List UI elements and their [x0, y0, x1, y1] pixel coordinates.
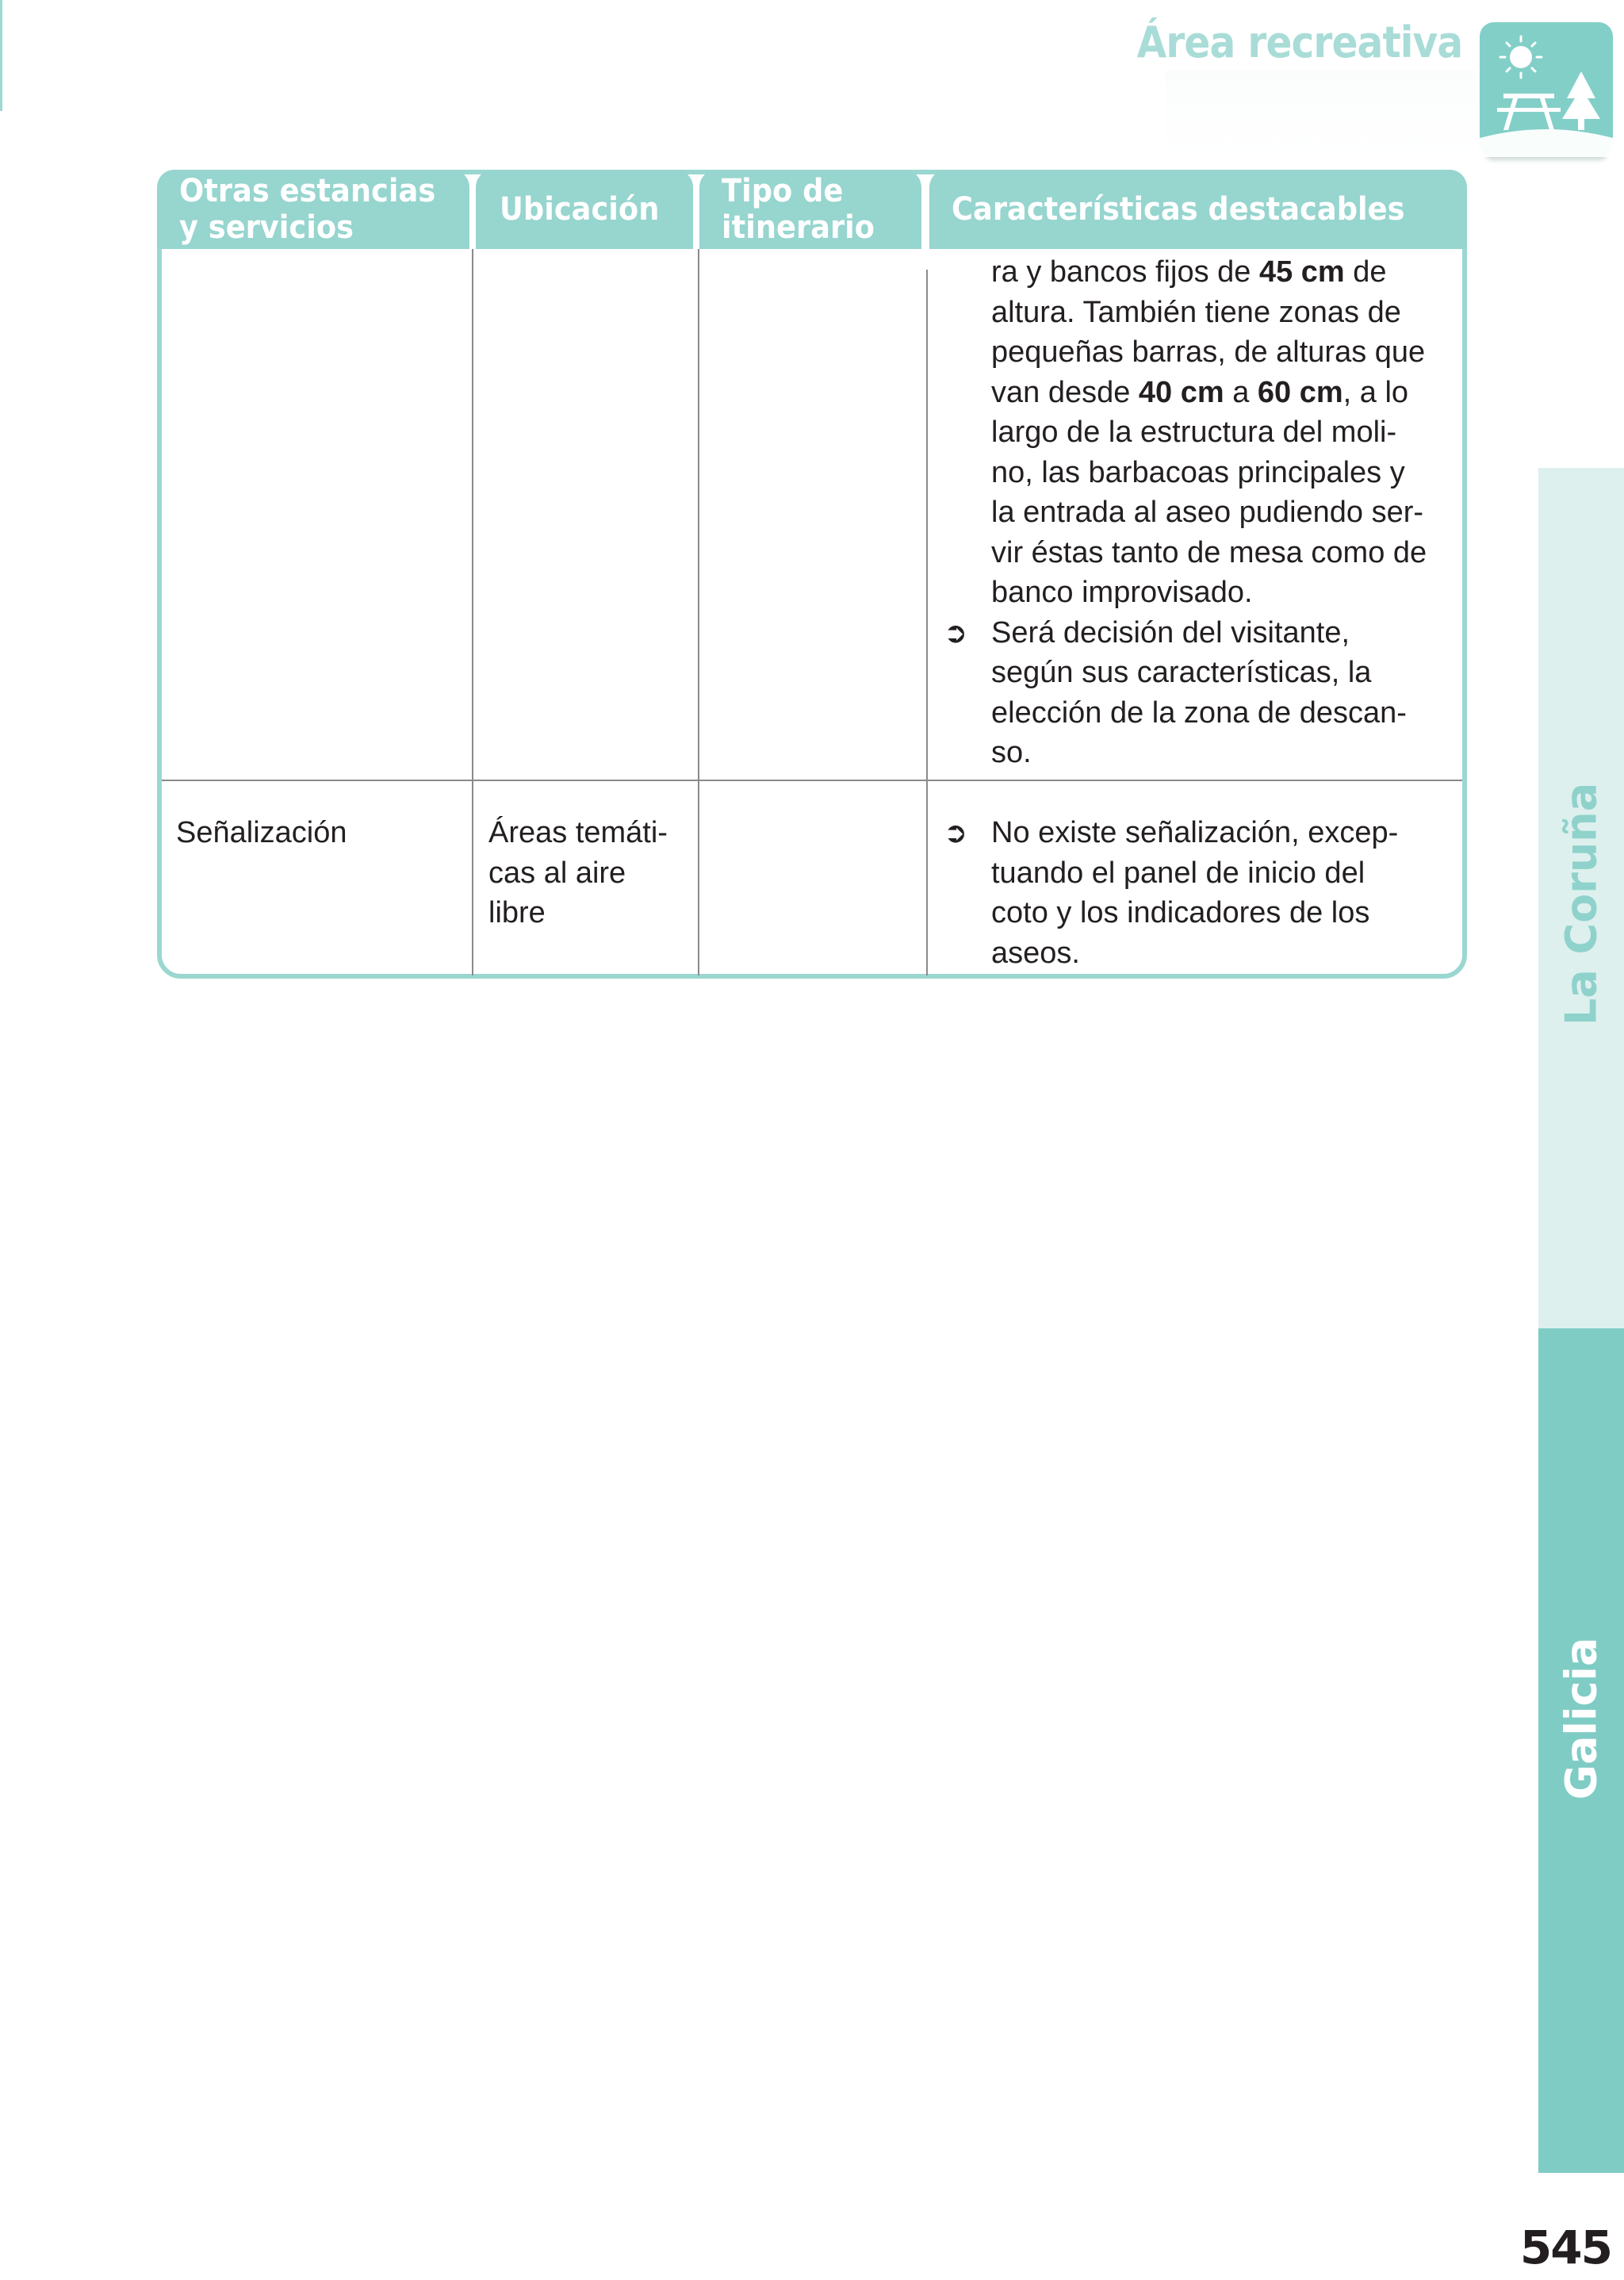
- tab-la-coruna[interactable]: [1538, 468, 1624, 1328]
- characteristics-line: banco improvisado.: [991, 576, 1253, 609]
- characteristics-line: No existe señalización, excep-: [991, 816, 1399, 849]
- header-caracteristicas: Características destacables: [929, 170, 1467, 249]
- characteristics-line: Será decisión del visitante,: [991, 615, 1350, 650]
- column-divider: [472, 249, 473, 975]
- page-number: 545: [1519, 2221, 1611, 2274]
- characteristics-line: elección de la zona de descan-: [991, 695, 1407, 730]
- picnic-area-icon: [1480, 22, 1613, 157]
- page-edge-mark: [0, 0, 2, 111]
- header-ubicacion: Ubicación: [476, 170, 693, 249]
- characteristics-line: ra y bancos fijos de 45 cm de: [991, 255, 1387, 289]
- characteristics-line: tuando el panel de inicio del: [991, 856, 1365, 890]
- tab-galicia[interactable]: [1538, 1328, 1624, 2173]
- section-title: Área recreativa: [1136, 17, 1462, 67]
- location-line: cas al aire: [488, 856, 626, 890]
- characteristics-line: no, las barbacoas principales y: [991, 455, 1405, 489]
- arrow-bullet-icon: ➲: [944, 816, 968, 849]
- tab-la-coruna-label: La Coruña: [1556, 782, 1607, 1026]
- characteristics-line: según sus características, la: [991, 656, 1372, 689]
- characteristics-line: largo de la estructura del moli-: [991, 416, 1397, 449]
- column-divider: [926, 270, 928, 975]
- location-line: Áreas temáti-: [488, 816, 668, 849]
- header-tipo-itinerario: Tipo de itinerario: [699, 170, 921, 249]
- title-backdrop: [1166, 70, 1475, 157]
- arrow-bullet-icon: ➲: [944, 615, 968, 649]
- row-divider: [162, 780, 1462, 781]
- characteristics-line: so.: [991, 736, 1032, 769]
- characteristics-line: coto y los indicadores de los: [991, 896, 1370, 929]
- characteristics-line: van desde 40 cm a 60 cm, a lo: [991, 375, 1409, 409]
- row-2-service: Señalización: [176, 816, 347, 849]
- tab-galicia-label: Galicia: [1556, 1637, 1607, 1800]
- characteristics-line: pequeñas barras, de alturas que: [991, 335, 1426, 369]
- characteristics-line: altura. También tiene zonas de: [991, 295, 1401, 329]
- location-line: libre: [488, 896, 546, 929]
- row-2-location: [488, 813, 668, 933]
- characteristics-line: aseos.: [991, 936, 1080, 970]
- header-otras-estancias: Otras estancias y servicios: [157, 170, 469, 249]
- column-divider: [698, 249, 699, 975]
- characteristics-line: vir éstas tanto de mesa como de: [991, 535, 1427, 569]
- characteristics-line: la entrada al aseo pudiendo ser-: [991, 496, 1424, 529]
